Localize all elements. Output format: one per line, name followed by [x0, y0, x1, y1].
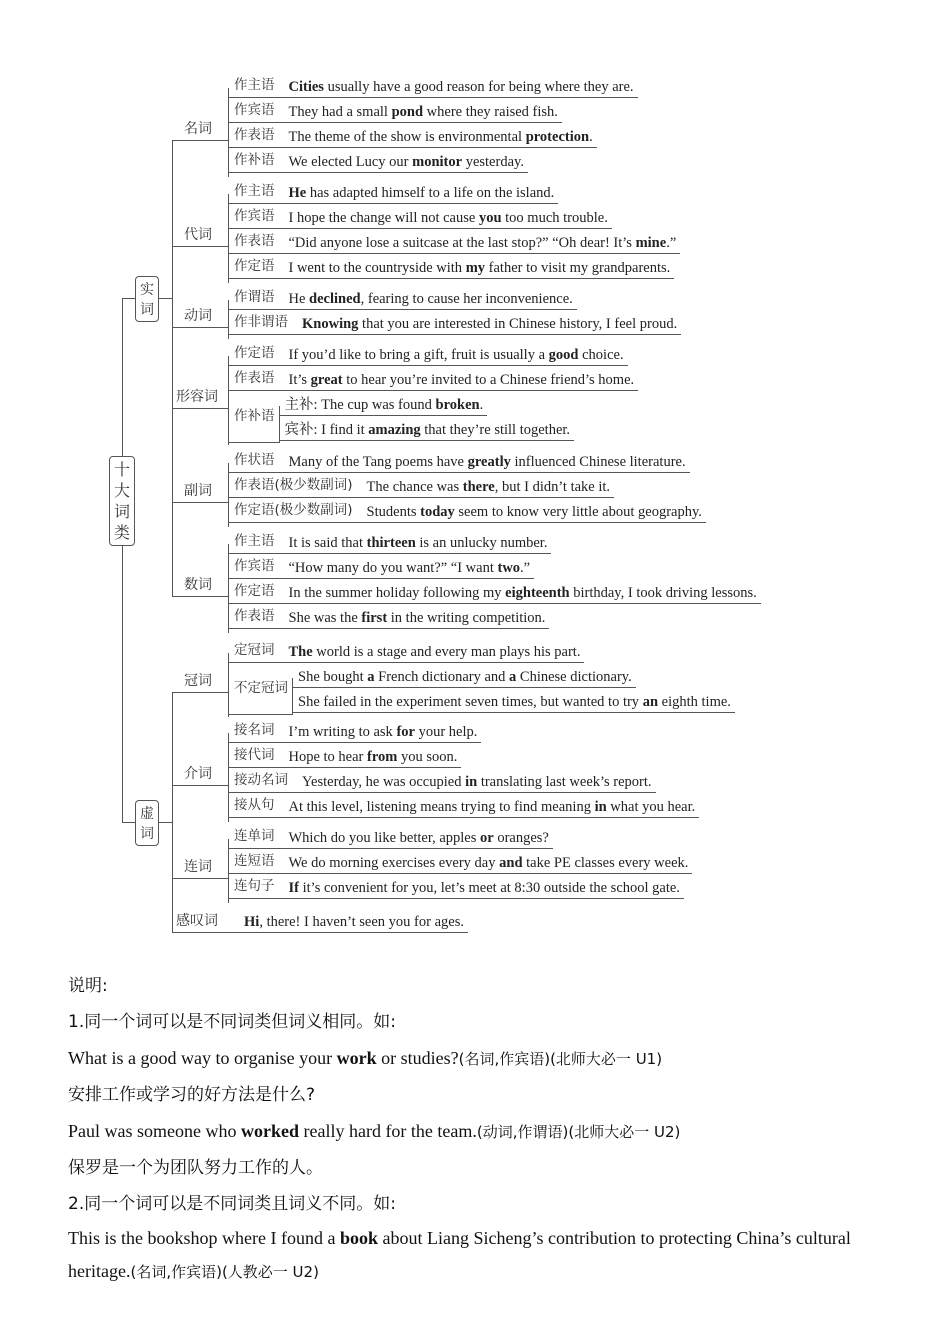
- example-sentence: The theme of the show is environmental protection.: [288, 129, 593, 145]
- row-underline: [228, 873, 692, 874]
- example-2-tag: (动词,作谓语)(北师大必一 U2): [476, 1123, 681, 1141]
- note-point-1: 1.同一个词可以是不同词类但词义相同。如:: [68, 1012, 396, 1032]
- example-sentence: Hope to hear from you soon.: [288, 749, 458, 765]
- row-underline: [228, 792, 656, 793]
- group-char: 实: [140, 281, 154, 298]
- subrow-underline: [292, 687, 636, 688]
- root-char: 词: [113, 501, 130, 521]
- example-sentence: 宾补: I find it amazing that they’re still together.: [284, 422, 571, 438]
- example-2-keyword: worked: [240, 1121, 299, 1141]
- example-3: [68, 1222, 888, 1289]
- example-sentence: I went to the countryside with my father to visit my grandparents.: [288, 260, 671, 276]
- category-underline: [172, 596, 228, 597]
- example-sentence: She was the first in the writing competition.: [288, 610, 546, 626]
- group-char: 词: [140, 301, 154, 318]
- row-label: 作宾语: [234, 208, 275, 224]
- example-2-pre: Paul was someone who: [68, 1121, 241, 1141]
- example-sentence: We do morning exercises every day and take PE classes every week.: [288, 855, 689, 871]
- row-underline: [228, 472, 690, 473]
- row-underline: [228, 848, 553, 849]
- example-sentence: I’m writing to ask for your help.: [288, 724, 478, 740]
- category-underline: [172, 140, 228, 141]
- category-label-7: 介词: [184, 765, 212, 782]
- row-underline: [228, 442, 279, 443]
- example-2-post: really hard for the team.: [298, 1121, 477, 1141]
- example-3-keyword: book: [339, 1228, 378, 1248]
- row-label: 作主语: [234, 183, 275, 199]
- example-sentence: Hi, there! I haven’t seen you for ages.: [244, 914, 464, 930]
- row-label: 作表语: [234, 127, 275, 143]
- example-sentence: “How many do you want?” “I want two.”: [288, 560, 531, 576]
- example-sentence: Yesterday, he was occupied in translating last week’s report.: [302, 774, 652, 790]
- row-underline: [228, 662, 584, 663]
- example-3-post: about Liang Sicheng’s contribution to protecting China’s cultural heritage.: [68, 1228, 851, 1281]
- root-text: [110, 457, 134, 545]
- row-label: 作定语(极少数副词): [234, 502, 353, 518]
- row-label: 作状语: [234, 452, 275, 468]
- row-label: 作定语: [234, 345, 275, 361]
- root-connector: [122, 298, 135, 299]
- subrow-underline: [292, 712, 735, 713]
- row-underline: [228, 334, 681, 335]
- row-underline: [228, 898, 684, 899]
- row-underline: [228, 522, 706, 523]
- example-sentence: She failed in the experiment seven times, but wanted to try an eighth time.: [298, 694, 731, 710]
- category-label-0: 名词: [184, 120, 212, 137]
- row-underline: [228, 228, 612, 229]
- row-label: 作表语: [234, 608, 275, 624]
- row-underline: [228, 203, 558, 204]
- row-label: 作表语: [234, 233, 275, 249]
- row-label: 作宾语: [234, 102, 275, 118]
- group-connector: [157, 298, 172, 299]
- example-3-tag: (名词,作宾语)(人教必一 U2): [130, 1263, 319, 1281]
- example-2-translation: 保罗是一个为团队努力工作的人。: [68, 1158, 323, 1178]
- group-connector: [157, 822, 172, 823]
- category-underline: [172, 246, 228, 247]
- root-char: 大: [113, 480, 130, 500]
- example-sentence: It is said that thirteen is an unlucky number.: [288, 535, 548, 551]
- row-label: 作表语(极少数副词): [234, 477, 353, 493]
- category-underline: [172, 785, 228, 786]
- example-sentence: I hope the change will not cause you too much trouble.: [288, 210, 608, 226]
- row-label: 作宾语: [234, 558, 275, 574]
- subrow-underline: [279, 415, 488, 416]
- category-label-4: 副词: [184, 483, 212, 499]
- example-sentence: She bought a French dictionary and a Chinese dictionary.: [298, 669, 632, 685]
- row-label: 作主语: [234, 77, 275, 93]
- row-label: 作表语: [234, 370, 275, 386]
- category-underline: [172, 878, 228, 879]
- row-label: 作主语: [234, 533, 275, 549]
- example-sentence: They had a small pond where they raised fish.: [288, 104, 558, 120]
- example-sentence: Which do you like better, apples or oranges?: [288, 830, 549, 846]
- example-sentence: He declined, fearing to cause her inconvenience.: [288, 291, 573, 307]
- row-label: 不定冠词: [234, 679, 288, 696]
- row-label: 作补语: [234, 407, 275, 424]
- notes-section: [68, 968, 888, 1289]
- example-sentence: The chance was there, but I didn’t take it.: [366, 479, 611, 495]
- example-sentence: The world is a stage and every man plays his part.: [288, 644, 581, 660]
- row-label: 定冠词: [234, 642, 275, 658]
- category-label-9: 感叹词: [176, 913, 218, 929]
- row-label: 作非谓语: [234, 314, 288, 330]
- row-label: 作定语: [234, 583, 275, 599]
- root-char: 十: [113, 459, 130, 479]
- row-underline: [228, 817, 699, 818]
- row-label: 接从句: [234, 797, 275, 813]
- group-char: 词: [140, 826, 154, 842]
- row-underline: [228, 365, 628, 366]
- note-point-2: 2.同一个词可以是不同词类且词义不同。如:: [68, 1194, 396, 1214]
- category-label-3: 形容词: [176, 388, 218, 405]
- example-sentence: It’s great to hear you’re invited to a Chinese friend’s home.: [288, 372, 635, 388]
- category-underline: [172, 502, 228, 503]
- row-label: 作补语: [234, 152, 275, 168]
- row-underline: [228, 603, 761, 604]
- example-1-translation: 安排工作或学习的好方法是什么?: [68, 1085, 316, 1105]
- row-bracket: [228, 356, 229, 445]
- example-sentence: He has adapted himself to a life on the island.: [288, 185, 555, 201]
- example-sentence: Students today seem to know very little about geography.: [366, 504, 702, 520]
- row-label: 接名词: [234, 722, 275, 738]
- row-underline: [228, 578, 534, 579]
- category-label-1: 代词: [184, 226, 212, 243]
- group-trunk-function: [172, 692, 173, 932]
- root-connector: [122, 822, 135, 823]
- example-sentence: Knowing that you are interested in Chinese history, I feel proud.: [302, 316, 678, 332]
- row-underline: [228, 97, 638, 98]
- row-underline: [228, 172, 528, 173]
- example-sentence: If you’d like to bring a gift, fruit is usually a good choice.: [288, 347, 624, 363]
- row-bracket: [228, 88, 229, 177]
- row-bracket: [228, 194, 229, 283]
- row-underline: [228, 309, 577, 310]
- example-1: [68, 1040, 888, 1077]
- row-label: 作定语: [234, 258, 275, 274]
- group-char: 虚: [140, 806, 154, 822]
- row-underline: [228, 767, 461, 768]
- category-underline: [172, 327, 228, 328]
- row-label: 连短语: [234, 853, 275, 869]
- notes-heading: 说明:: [68, 976, 108, 996]
- example-1-post: or studies?: [376, 1048, 459, 1068]
- row-underline: [228, 742, 481, 743]
- row-underline: [228, 122, 562, 123]
- row-bracket: [228, 544, 229, 633]
- group-box-real-words: [135, 276, 159, 322]
- example-sentence: “Did anyone lose a suitcase at the last stop?” “Oh dear! It’s mine.”: [288, 235, 677, 251]
- subrow-underline: [279, 440, 575, 441]
- row-underline: [228, 714, 292, 715]
- row-underline: [228, 278, 674, 279]
- subrow-bracket: [279, 406, 280, 443]
- row-underline: [228, 553, 551, 554]
- row-underline: [228, 497, 614, 498]
- row-bracket: [228, 733, 229, 822]
- row-label: 连句子: [234, 878, 275, 894]
- group-box-real-words-text: [136, 277, 158, 321]
- root-char: 类: [113, 522, 130, 542]
- example-sentence: We elected Lucy our monitor yesterday.: [288, 154, 524, 170]
- example-sentence: If it’s convenient for you, let’s meet at 8:30 outside the school gate.: [288, 880, 680, 896]
- category-label-8: 连词: [184, 859, 212, 875]
- example-3-pre: This is the bookshop where I found a: [68, 1228, 340, 1248]
- category-label-2: 动词: [184, 307, 212, 324]
- root-box: [109, 456, 135, 546]
- example-sentence: At this level, listening means trying to find meaning in what you hear.: [288, 799, 696, 815]
- group-box-function-words-text: [136, 801, 158, 845]
- row-underline: [228, 253, 680, 254]
- category-underline: [172, 408, 228, 409]
- example-1-keyword: work: [336, 1048, 377, 1068]
- row-underline: [228, 628, 549, 629]
- example-sentence: Cities usually have a good reason for being where they are.: [288, 79, 634, 95]
- row-label: 接动名词: [234, 772, 288, 788]
- row-underline: [172, 932, 468, 933]
- row-label: 接代词: [234, 747, 275, 763]
- subrow-bracket: [292, 678, 293, 715]
- example-sentence: 主补: The cup was found broken.: [284, 397, 484, 413]
- row-underline: [228, 147, 597, 148]
- category-label-6: 冠词: [184, 673, 212, 689]
- row-underline: [228, 390, 638, 391]
- example-sentence: In the summer holiday following my eighteenth birthday, I took driving lessons.: [288, 585, 757, 601]
- group-box-function-words: [135, 800, 159, 846]
- category-label-5: 数词: [184, 576, 212, 593]
- row-label: 连单词: [234, 828, 275, 844]
- root-trunk: [122, 298, 123, 823]
- example-sentence: Many of the Tang poems have greatly influenced Chinese literature.: [288, 454, 686, 470]
- example-2: [68, 1113, 888, 1150]
- example-1-tag: (名词,作宾语)(北师大必一 U1): [458, 1050, 663, 1068]
- category-underline: [172, 692, 228, 693]
- example-1-pre: What is a good way to organise your: [68, 1048, 337, 1068]
- group-trunk-real: [172, 140, 173, 596]
- row-label: 作谓语: [234, 289, 275, 305]
